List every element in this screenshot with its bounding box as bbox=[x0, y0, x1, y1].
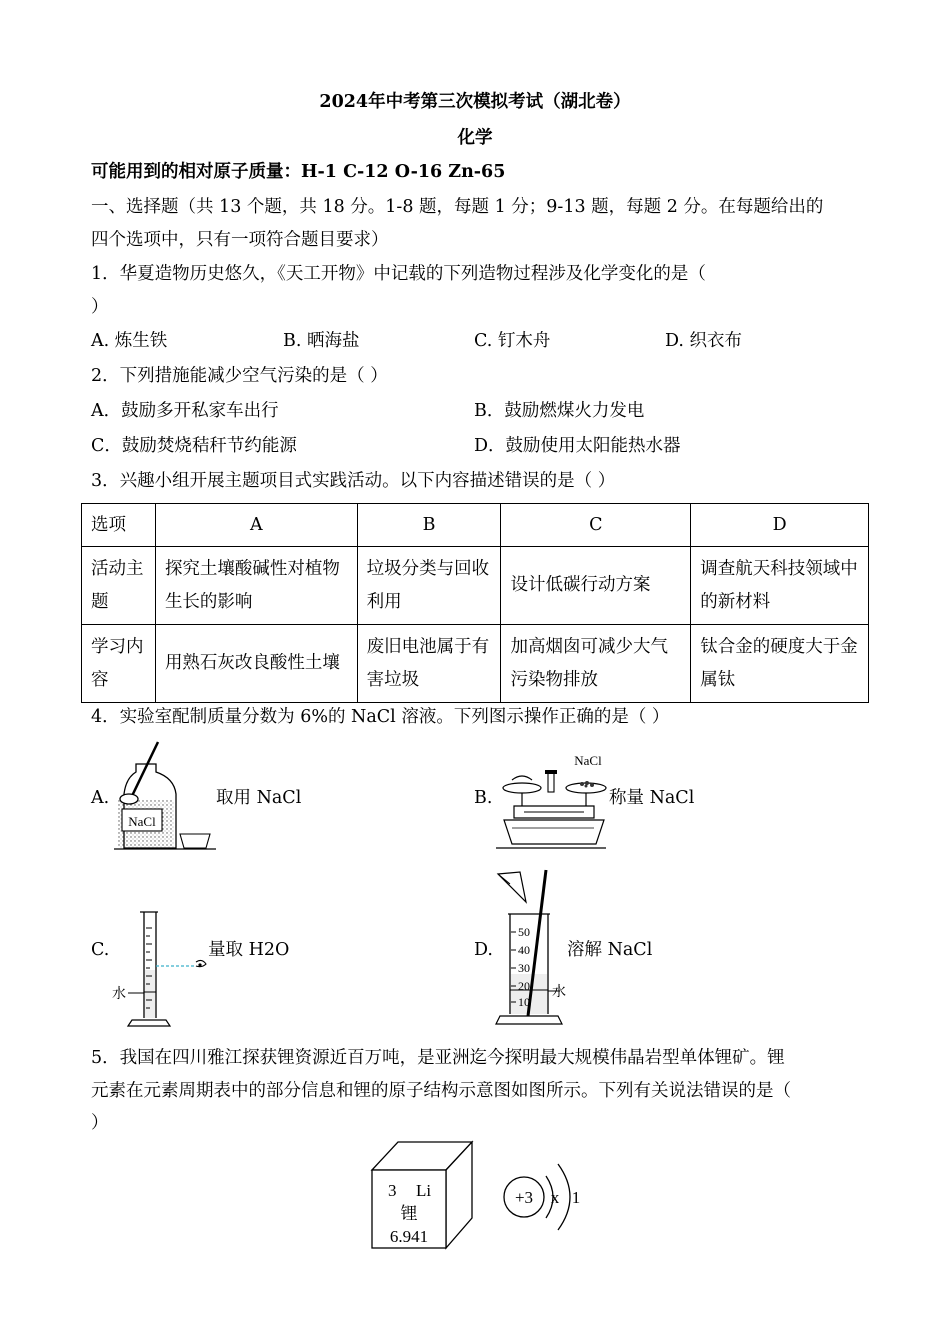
q4-stem: 4．实验室配制质量分数为 6%的 NaCl 溶液。下列图示操作正确的是（ ） bbox=[91, 707, 670, 727]
table-cell: C bbox=[501, 504, 691, 547]
q4-option-a-letter: A. bbox=[91, 788, 110, 808]
table-cell: D bbox=[691, 504, 869, 547]
table-cell: 调查航天科技领域中的新材料 bbox=[691, 547, 869, 625]
table-cell: 学习内容 bbox=[82, 625, 156, 703]
reagent-bottle-spoon-figure bbox=[110, 736, 220, 852]
q4-option-d-letter: D. bbox=[474, 940, 493, 960]
q5-stem-line1: 5．我国在四川雅江探获锂资源近百万吨，是亚洲迄今探明最大规模伟晶岩型单体锂矿。锂 bbox=[91, 1048, 785, 1068]
outer-shell-electrons: 1 bbox=[571, 1188, 581, 1207]
table-cell: 设计低碳行动方案 bbox=[501, 547, 691, 625]
balance-scale-figure bbox=[494, 748, 608, 852]
q1-option-d: D. 织衣布 bbox=[665, 331, 743, 351]
q2-option-d: D．鼓励使用太阳能热水器 bbox=[474, 436, 681, 456]
element-name: 锂 bbox=[400, 1204, 418, 1223]
q2-option-c: C．鼓励焚烧秸秆节约能源 bbox=[91, 436, 297, 456]
water-label: 水 bbox=[552, 985, 566, 1000]
q3-table bbox=[81, 503, 869, 703]
table-cell: A bbox=[155, 504, 357, 547]
scale-tick-label: 40 bbox=[518, 943, 530, 957]
table-cell: 加高烟囱可减少大气污染物排放 bbox=[501, 625, 691, 703]
section-instruction-line2: 四个选项中，只有一项符合题目要求） bbox=[91, 230, 389, 250]
subject-title: 化学 bbox=[457, 128, 493, 148]
atomic-masses: 可能用到的相对原子质量：H-1 C-12 O-16 Zn-65 bbox=[91, 162, 506, 182]
table-cell: 用熟石灰改良酸性土壤 bbox=[155, 625, 357, 703]
scale-tick-label: 10 bbox=[518, 995, 530, 1009]
graduated-cylinder-dissolving-figure bbox=[494, 866, 574, 1030]
table-cell: 垃圾分类与回收利用 bbox=[357, 547, 501, 625]
table-cell: 选项 bbox=[82, 504, 156, 547]
exam-title: 2024年中考第三次模拟考试（湖北卷） bbox=[319, 92, 631, 112]
q4-option-c-letter: C. bbox=[91, 940, 110, 960]
table-header-row bbox=[82, 504, 869, 547]
element-symbol: Li bbox=[416, 1181, 432, 1200]
table-cell: 废旧电池属于有害垃圾 bbox=[357, 625, 501, 703]
q5-stem-line2: 元素在元素周期表中的部分信息和锂的原子结构示意图如图所示。下列有关说法错误的是（ bbox=[91, 1081, 791, 1101]
q2-option-b: B．鼓励燃煤火力发电 bbox=[474, 401, 645, 421]
q4-option-d-caption: 溶解 NaCl bbox=[567, 940, 653, 960]
q1-stem: 1．华夏造物历史悠久，《天工开物》中记载的下列造物过程涉及化学变化的是（ bbox=[91, 264, 706, 284]
nucleus-charge: +3 bbox=[514, 1188, 534, 1207]
q1-option-c: C. 钉木舟 bbox=[474, 331, 551, 351]
section-instruction-line1: 一、选择题（共 13 个题，共 18 分。1-8 题，每题 1 分；9-13 题，每题 2 分。在每题给出的 bbox=[91, 197, 824, 217]
pan-label: NaCl bbox=[574, 753, 602, 768]
element-number: 3 bbox=[388, 1181, 397, 1200]
q3-stem: 3．兴趣小组开展主题项目式实践活动。以下内容描述错误的是（ ） bbox=[91, 471, 616, 491]
q2-option-a: A．鼓励多开私家车出行 bbox=[91, 401, 279, 421]
water-label: 水 bbox=[112, 987, 126, 1002]
q4-option-b-caption: 称量 NaCl bbox=[609, 788, 695, 808]
q1-stem-end: ） bbox=[91, 297, 109, 317]
table-cell: B bbox=[357, 504, 501, 547]
graduated-cylinder-reading-figure bbox=[110, 908, 220, 1030]
inner-shell-electrons: x bbox=[550, 1188, 560, 1207]
scale-tick-label: 50 bbox=[518, 925, 530, 939]
lithium-element-and-atom-figure bbox=[366, 1138, 596, 1254]
q2-stem: 2．下列措施能减少空气污染的是（ ） bbox=[91, 366, 388, 386]
element-mass: 6.941 bbox=[389, 1227, 429, 1246]
q4-option-a-caption: 取用 NaCl bbox=[216, 788, 302, 808]
q1-option-a: A. 炼生铁 bbox=[91, 331, 168, 351]
scale-tick-label: 20 bbox=[518, 979, 530, 993]
table-cell: 活动主题 bbox=[82, 547, 156, 625]
q1-option-b: B. 晒海盐 bbox=[283, 331, 360, 351]
table-cell: 探究土壤酸碱性对植物生长的影响 bbox=[155, 547, 357, 625]
table-cell: 钛合金的硬度大于金属钛 bbox=[691, 625, 869, 703]
q4-option-b-letter: B. bbox=[474, 788, 493, 808]
q4-option-c-caption: 量取 H2O bbox=[208, 940, 290, 960]
table-row bbox=[82, 547, 869, 625]
bottle-label: NaCl bbox=[128, 814, 156, 829]
q5-stem-end: ） bbox=[91, 1113, 109, 1133]
scale-tick-label: 30 bbox=[518, 961, 530, 975]
table-row bbox=[82, 625, 869, 703]
